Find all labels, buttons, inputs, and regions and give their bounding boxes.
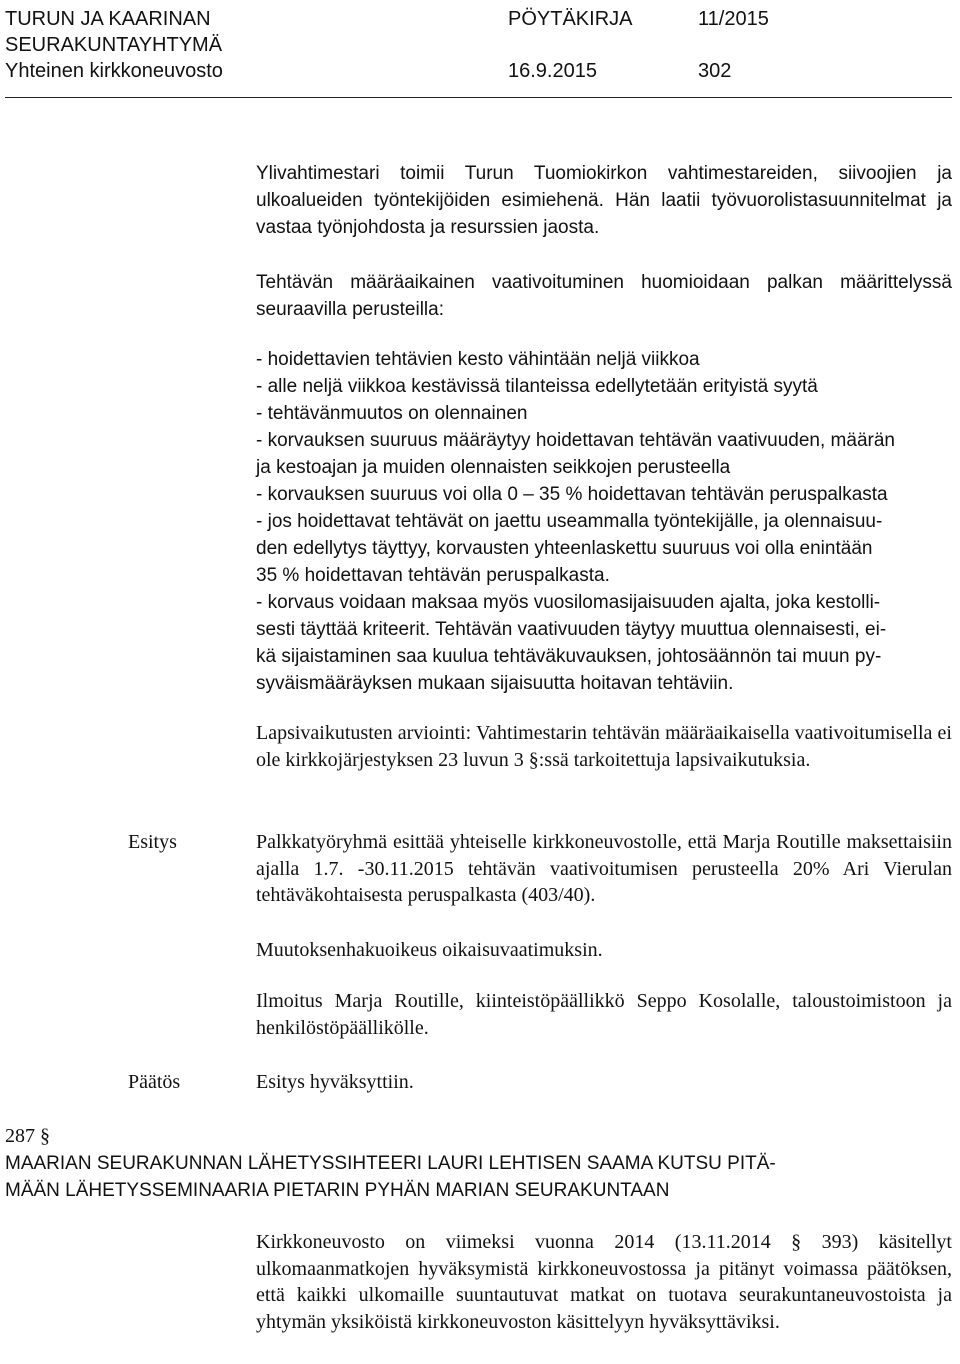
list-item: sesti täyttää kriteerit. Tehtävän vaativuuden täytyy muuttua olennaisesti, ei-	[256, 619, 887, 640]
intro-paragraph: Ylivahtimestari toimii Turun Tuomiokirkon vahtimestareiden, siivoojien ja ulkoalueiden työntekijöiden esimiehenä. Hän laatii työvuorolistasuunnitelmat ja vastaa työnjohdosta ja resurssien jaosta.	[256, 163, 952, 238]
header-doc-type: PÖYTÄKIRJA	[508, 8, 633, 30]
criteria-intro: Tehtävän määräaikainen vaativoituminen huomioidaan palkan määrittelyssä seuraavilla perusteilla:	[256, 272, 952, 320]
decision-label: Päätös	[128, 1071, 181, 1093]
list-item: - tehtävänmuutos on olennainen	[256, 403, 528, 424]
list-item: - korvauksen suuruus määräytyy hoidettavan tehtävän vaativuuden, määrän	[256, 430, 895, 451]
header-page-number: 302	[698, 60, 732, 82]
list-item: 35 % hoidettavan tehtävän peruspalkasta.	[256, 565, 610, 586]
notice-text: Ilmoitus Marja Routille, kiinteistöpäällikkö Seppo Kosolalle, taloustoimistoon ja henkilöstöpäällikölle.	[256, 990, 952, 1039]
header-org-line2: SEURAKUNTAYHTYMÄ	[5, 34, 223, 56]
header-doc-number: 11/2015	[698, 8, 769, 30]
header-date: 16.9.2015	[508, 60, 597, 82]
list-item: kä sijaistaminen saa kuulua tehtäväkuvauksen, johtosäännön tai muun py-	[256, 646, 882, 667]
list-item: - korvauksen suuruus voi olla 0 – 35 % hoidettavan tehtävän peruspalkasta	[256, 484, 888, 505]
header-org-line1: TURUN JA KAARINAN	[5, 8, 211, 30]
list-item: syväismääräyksen mukaan sijaisuutta hoitavan tehtäviin.	[256, 673, 734, 694]
section-body: Kirkkoneuvosto on viimeksi vuonna 2014 (13.11.2014 § 393) käsitellyt ulkomaanmatkojen hyväksymistä kirkkoneuvostossa ja pitänyt voimassa päätöksen, että kaikki ulkomaille suuntautuvat matkat on tuotava seurakuntaneuvostoista ja yhtymän yksiköistä kirkkoneuvoston käsittelyyn hyväksyttäviksi.	[256, 1231, 952, 1333]
list-item: den edellytys täyttyy, korvausten yhteenlaskettu suuruus voi olla enintään	[256, 538, 873, 559]
proposal-text: Palkkatyöryhmä esittää yhteiselle kirkkoneuvostolle, että Marja Routille maksettaisiin ajalla 1.7. -30.11.2015 tehtävän vaativoitumisen perusteella 20% Ari Vierulan tehtäväkohtaisesta peruspalkasta (403/40).	[256, 831, 952, 906]
list-item: - alle neljä viikkoa kestävissä tilanteissa edellytetään erityistä syytä	[256, 376, 818, 397]
section-title-line1: MAARIAN SEURAKUNNAN LÄHETYSSIHTEERI LAURI LEHTISEN SAAMA KUTSU PITÄ-	[5, 1153, 776, 1174]
list-item: - hoidettavien tehtävien kesto vähintään neljä viikkoa	[256, 349, 700, 370]
header-body: Yhteinen kirkkoneuvosto	[5, 60, 223, 82]
proposal-label: Esitys	[128, 831, 177, 853]
decision-text: Esitys hyväksyttiin.	[256, 1071, 414, 1093]
appeal-text: Muutoksenhakuoikeus oikaisuvaatimuksin.	[256, 939, 603, 961]
section-number: 287 §	[5, 1125, 50, 1147]
list-item: ja kestoajan ja muiden olennaisten seikkojen perusteella	[256, 457, 731, 478]
section-title-line2: MÄÄN LÄHETYSSEMINAARIA PIETARIN PYHÄN MARIAN SEURAKUNTAAN	[5, 1180, 670, 1201]
header-divider	[5, 97, 952, 98]
criteria-list	[256, 346, 952, 697]
list-item: - korvaus voidaan maksaa myös vuosilomasijaisuuden ajalta, joka kestolli-	[256, 592, 881, 613]
list-item: - jos hoidettavat tehtävät on jaettu useammalla työntekijälle, ja olennaisuu-	[256, 511, 883, 532]
child-impact-paragraph: Lapsivaikutusten arviointi: Vahtimestarin tehtävän määräaikaisella vaativoitumisella ei ole kirkkojärjestyksen 23 luvun 3 §:ssä tarkoitettuja lapsivaikutuksia.	[256, 722, 952, 771]
